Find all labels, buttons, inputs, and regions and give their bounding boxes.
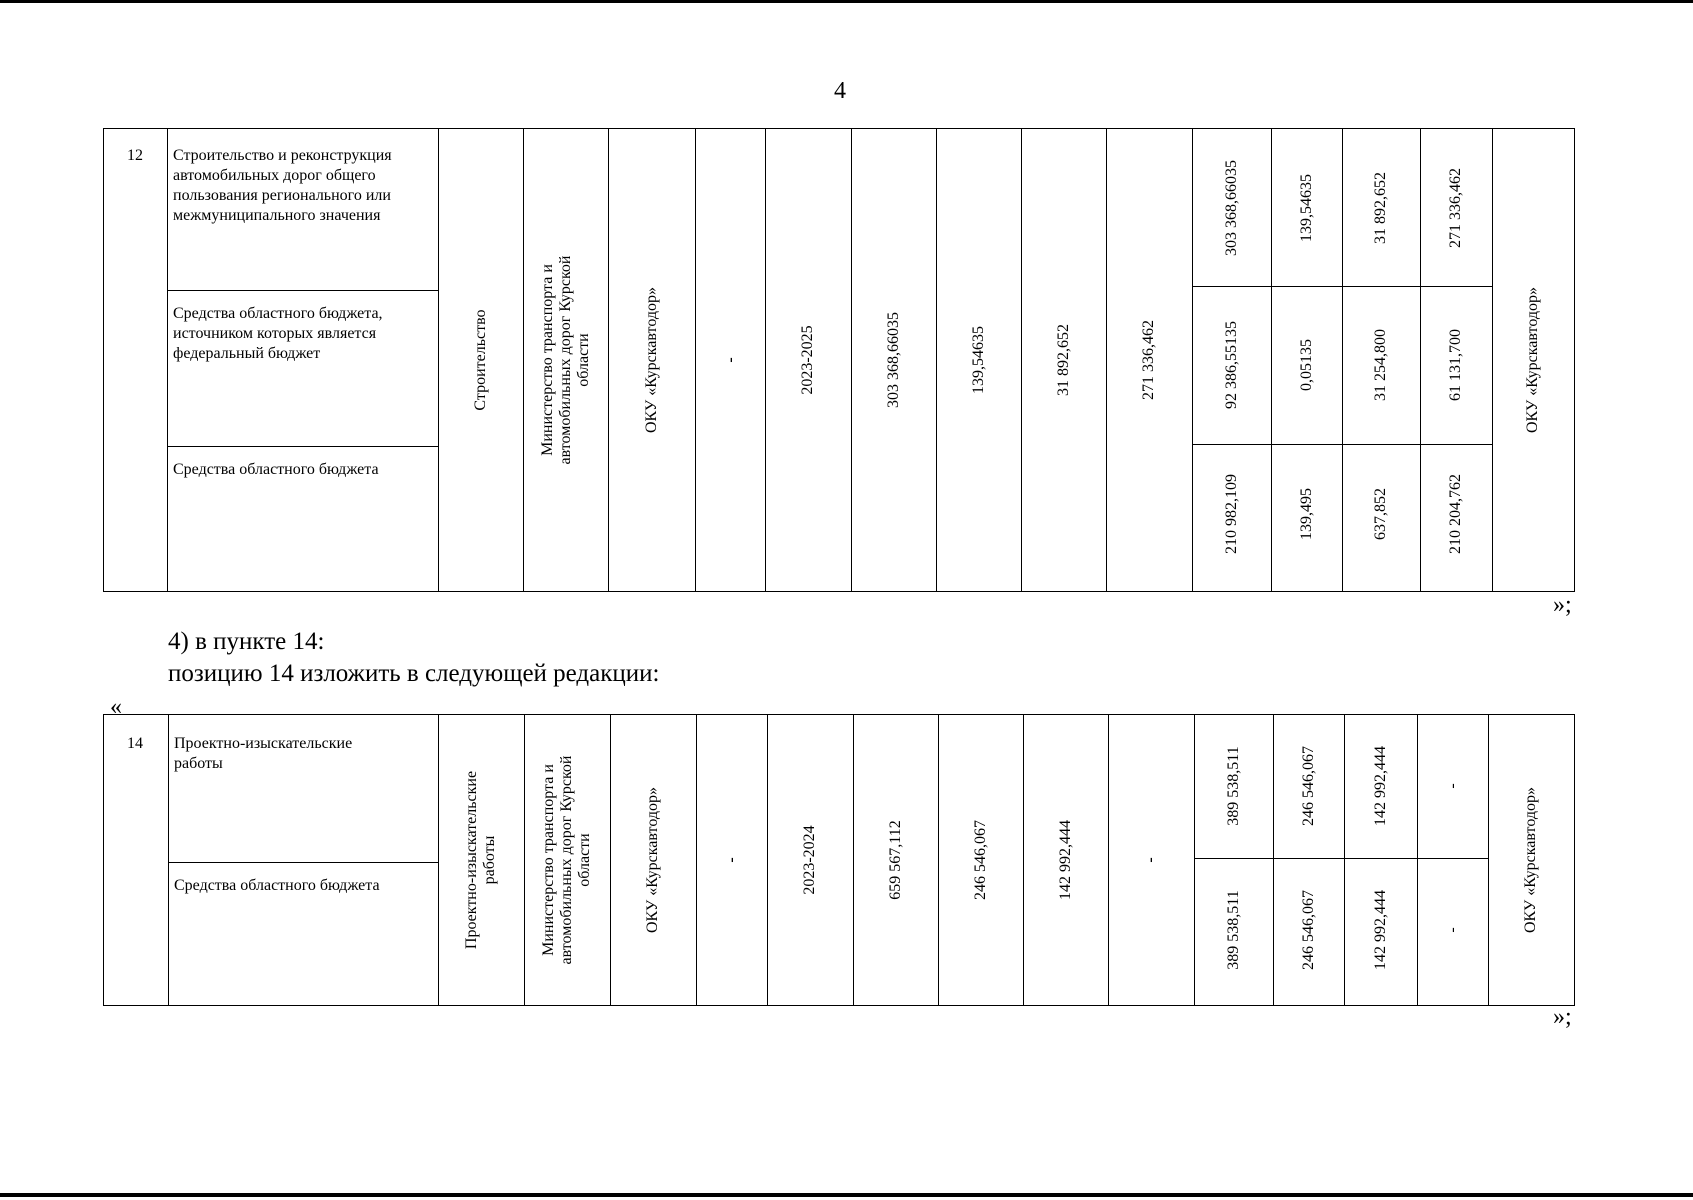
grid-cell: 210 982,109 <box>1223 474 1240 554</box>
row-regional-budget: Средства областного бюджета <box>174 877 380 894</box>
grid-cell: 31 254,800 <box>1372 329 1389 401</box>
dash-cell: - <box>722 357 739 363</box>
row-number: 12 <box>127 147 143 164</box>
grid-cell: 389 538,511 <box>1225 890 1242 970</box>
period: 2023-2025 <box>799 325 816 395</box>
grid-cell: 31 892,652 <box>1372 172 1389 244</box>
grid-cell: 389 538,511 <box>1225 746 1242 826</box>
grid-cell: - <box>1444 783 1461 789</box>
work-type: Проектно-изыскательские работы <box>463 770 498 950</box>
executor: ОКУ «Курскавтодор» <box>1524 286 1541 434</box>
row-title: Проектно-изыскательские работы <box>174 735 353 772</box>
row-regional-budget: Средства областного бюджета <box>173 461 379 478</box>
ministry: Министерство транспорта и автомобильных дорог Курской области <box>540 755 593 965</box>
grid-cell: 246 546,067 <box>1300 746 1317 826</box>
closing-quote-1: »; <box>1553 592 1572 618</box>
value-2: 142 992,444 <box>1057 820 1074 900</box>
grid-cell: 142 992,444 <box>1372 746 1389 826</box>
grid-cell: 210 204,762 <box>1447 474 1464 554</box>
value-1: 139,54635 <box>970 326 987 394</box>
grid-cell: 303 368,66035 <box>1223 160 1240 256</box>
executor: ОКУ «Курскавтодор» <box>1522 786 1539 934</box>
value-2: 31 892,652 <box>1055 324 1072 396</box>
paragraph-line-2: позицию 14 изложить в следующей редакции: <box>168 660 660 687</box>
paragraph-line-1: 4) в пункте 14: <box>168 628 325 655</box>
grid-cell: 139,54635 <box>1298 174 1315 242</box>
grid-cell: - <box>1444 927 1461 933</box>
page-number: 4 <box>834 78 846 104</box>
total-cost: 303 368,66035 <box>885 312 902 408</box>
work-type: Строительство <box>472 309 489 411</box>
grid-cell: 92 386,55135 <box>1223 321 1240 409</box>
ministry: Министерство транспорта и автомобильных дорог Курской области <box>539 255 592 465</box>
row-federal-budget: Средства областного бюджета, источником которых является федеральный бюджет <box>173 305 383 362</box>
closing-quote-2: »; <box>1553 1004 1572 1030</box>
page-border-top <box>0 0 1693 3</box>
customer: ОКУ «Курскавтодор» <box>643 286 660 434</box>
opening-quote: « <box>110 694 122 720</box>
customer: ОКУ «Курскавтодор» <box>644 786 661 934</box>
row-title: Строительство и реконструкция автомобильных дорог общего пользования регионального или межмуниципального значения <box>173 147 392 224</box>
row-number: 14 <box>127 735 143 752</box>
page-border-bottom <box>0 1193 1693 1197</box>
dash-cell: - <box>723 857 740 863</box>
grid-cell: 61 131,700 <box>1447 329 1464 401</box>
grid-cell: 271 336,462 <box>1447 168 1464 248</box>
total-cost: 659 567,112 <box>887 820 904 900</box>
grid-cell: 139,495 <box>1298 488 1315 540</box>
period: 2023-2024 <box>801 825 818 895</box>
value-3: 271 336,462 <box>1140 320 1157 400</box>
grid-cell: 637,852 <box>1372 488 1389 540</box>
grid-cell: 246 546,067 <box>1300 890 1317 970</box>
grid-cell: 0,05135 <box>1298 339 1315 391</box>
value-3: - <box>1142 857 1159 863</box>
grid-cell: 142 992,444 <box>1372 890 1389 970</box>
value-1: 246 546,067 <box>972 820 989 900</box>
